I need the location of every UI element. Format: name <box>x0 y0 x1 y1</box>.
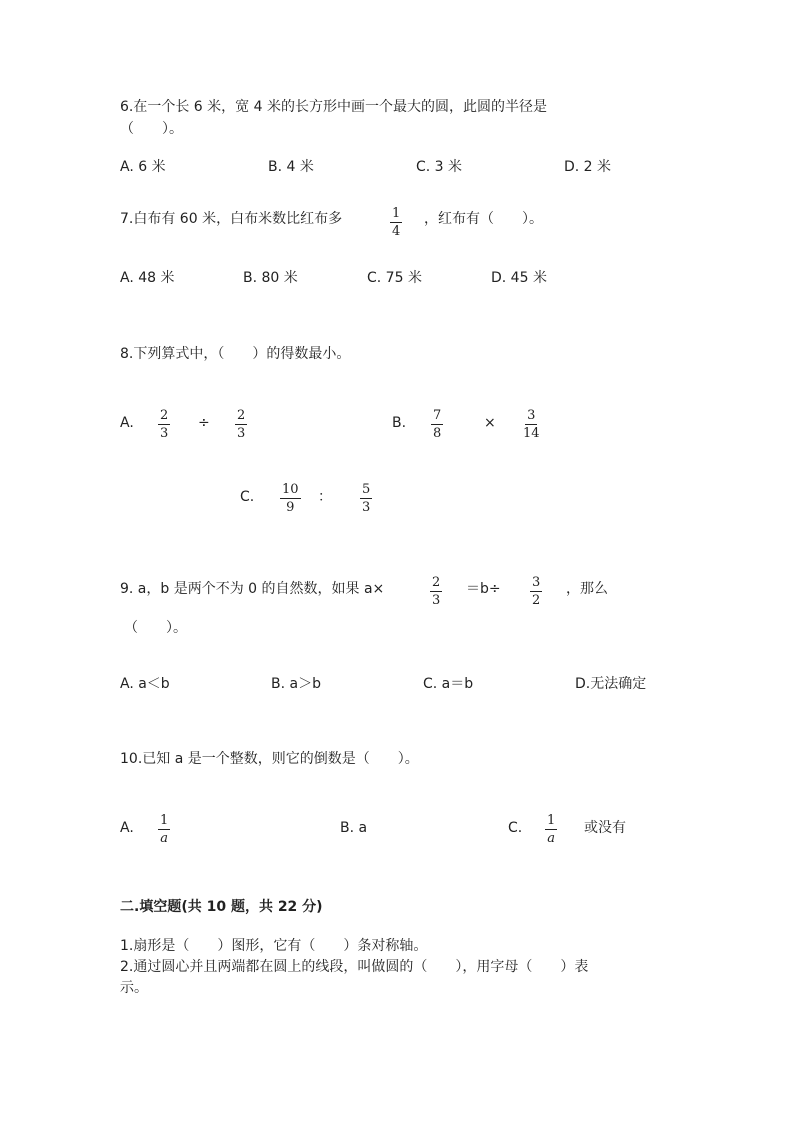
q10-option-a-fraction <box>158 813 170 846</box>
q8-option-a-label: A. <box>120 415 134 431</box>
q9-stem-before: 9. a，b 是两个不为 0 的自然数，如果 a× <box>120 581 385 597</box>
q8-option-c-operator: ： <box>318 489 332 505</box>
q7-option-c: C. 75 米 <box>367 270 422 286</box>
q6-stem-line1: 6.在一个长 6 米，宽 4 米的长方形中画一个最大的圆，此圆的半径是 <box>120 99 547 115</box>
section2-q1: 1.扇形是（ ）图形，它有（ ）条对称轴。 <box>120 938 428 954</box>
denominator: a <box>547 831 556 846</box>
numerator: 10 <box>282 482 299 497</box>
q10-option-b: B. a <box>340 820 368 836</box>
q7-fraction-numerator: 1 <box>392 206 401 221</box>
q7-fraction-denominator: 4 <box>392 224 401 239</box>
denominator: 14 <box>523 426 540 441</box>
q9-stem-line2: （ ）。 <box>124 620 187 636</box>
q9-fraction1 <box>430 575 442 608</box>
q8-option-a-fraction2 <box>235 408 247 441</box>
q8-option-c-fraction2 <box>360 482 372 515</box>
numerator: 7 <box>433 408 442 423</box>
numerator: 5 <box>362 482 371 497</box>
numerator: 1 <box>547 813 556 828</box>
q9-stem-after: ，那么 <box>566 581 608 597</box>
q10-option-c-fraction <box>545 813 557 846</box>
q9-fraction2 <box>530 575 542 608</box>
q8-option-b-fraction1 <box>431 408 443 441</box>
numerator: 2 <box>160 408 169 423</box>
q7-option-d: D. 45 米 <box>491 270 547 286</box>
q10-option-a-label: A. <box>120 820 134 836</box>
q10-option-c-label: C. <box>508 820 523 836</box>
q9-option-a: A. a＜b <box>120 676 170 692</box>
section2-heading: 二.填空题(共 10 题，共 22 分) <box>120 899 323 915</box>
numerator: 2 <box>237 408 246 423</box>
q8-option-b-operator: × <box>484 415 496 431</box>
q9-stem-mid: ＝b÷ <box>466 581 501 597</box>
denominator: 8 <box>433 426 442 441</box>
q7-stem-before: 7.白布有 60 米，白布米数比红布多 <box>120 211 343 227</box>
q6-option-d: D. 2 米 <box>564 159 612 175</box>
denominator: 3 <box>432 593 441 608</box>
section2-q2-line1: 2.通过圆心并且两端都在圆上的线段，叫做圆的（ ），用字母（ ）表 <box>120 959 589 975</box>
numerator: 3 <box>532 575 541 590</box>
numerator: 2 <box>432 575 441 590</box>
section2-q2-line2: 示。 <box>120 980 148 996</box>
q8-option-c-fraction1 <box>280 482 301 515</box>
denominator: 3 <box>237 426 246 441</box>
q6-option-b: B. 4 米 <box>268 159 314 175</box>
q6-option-a: A. 6 米 <box>120 159 166 175</box>
q8-option-b-label: B. <box>392 415 407 431</box>
q7-stem-after: ，红布有（ ）。 <box>424 211 543 227</box>
q8-stem: 8.下列算式中，（ ）的得数最小。 <box>120 346 351 362</box>
denominator: 9 <box>286 500 295 515</box>
q10-stem: 10.已知 a 是一个整数，则它的倒数是（ ）。 <box>120 751 419 767</box>
denominator: 2 <box>532 593 541 608</box>
q8-option-c-label: C. <box>240 489 255 505</box>
numerator: 3 <box>527 408 536 423</box>
q6-stem-line2: （ ）。 <box>120 121 183 137</box>
q7-fraction <box>390 206 402 239</box>
denominator: a <box>160 831 169 846</box>
numerator: 1 <box>160 813 169 828</box>
q8-option-a-fraction1 <box>158 408 170 441</box>
q7-option-a: A. 48 米 <box>120 270 175 286</box>
denominator: 3 <box>160 426 169 441</box>
q9-option-d: D.无法确定 <box>575 676 647 692</box>
q8-option-b-fraction2 <box>521 408 542 441</box>
q9-option-b: B. a＞b <box>271 676 321 692</box>
q10-option-c-suffix: 或没有 <box>584 820 626 836</box>
q7-option-b: B. 80 米 <box>243 270 298 286</box>
denominator: 3 <box>362 500 371 515</box>
q9-option-c: C. a＝b <box>423 676 474 692</box>
q6-option-c: C. 3 米 <box>416 159 463 175</box>
q8-option-a-operator: ÷ <box>198 415 210 431</box>
